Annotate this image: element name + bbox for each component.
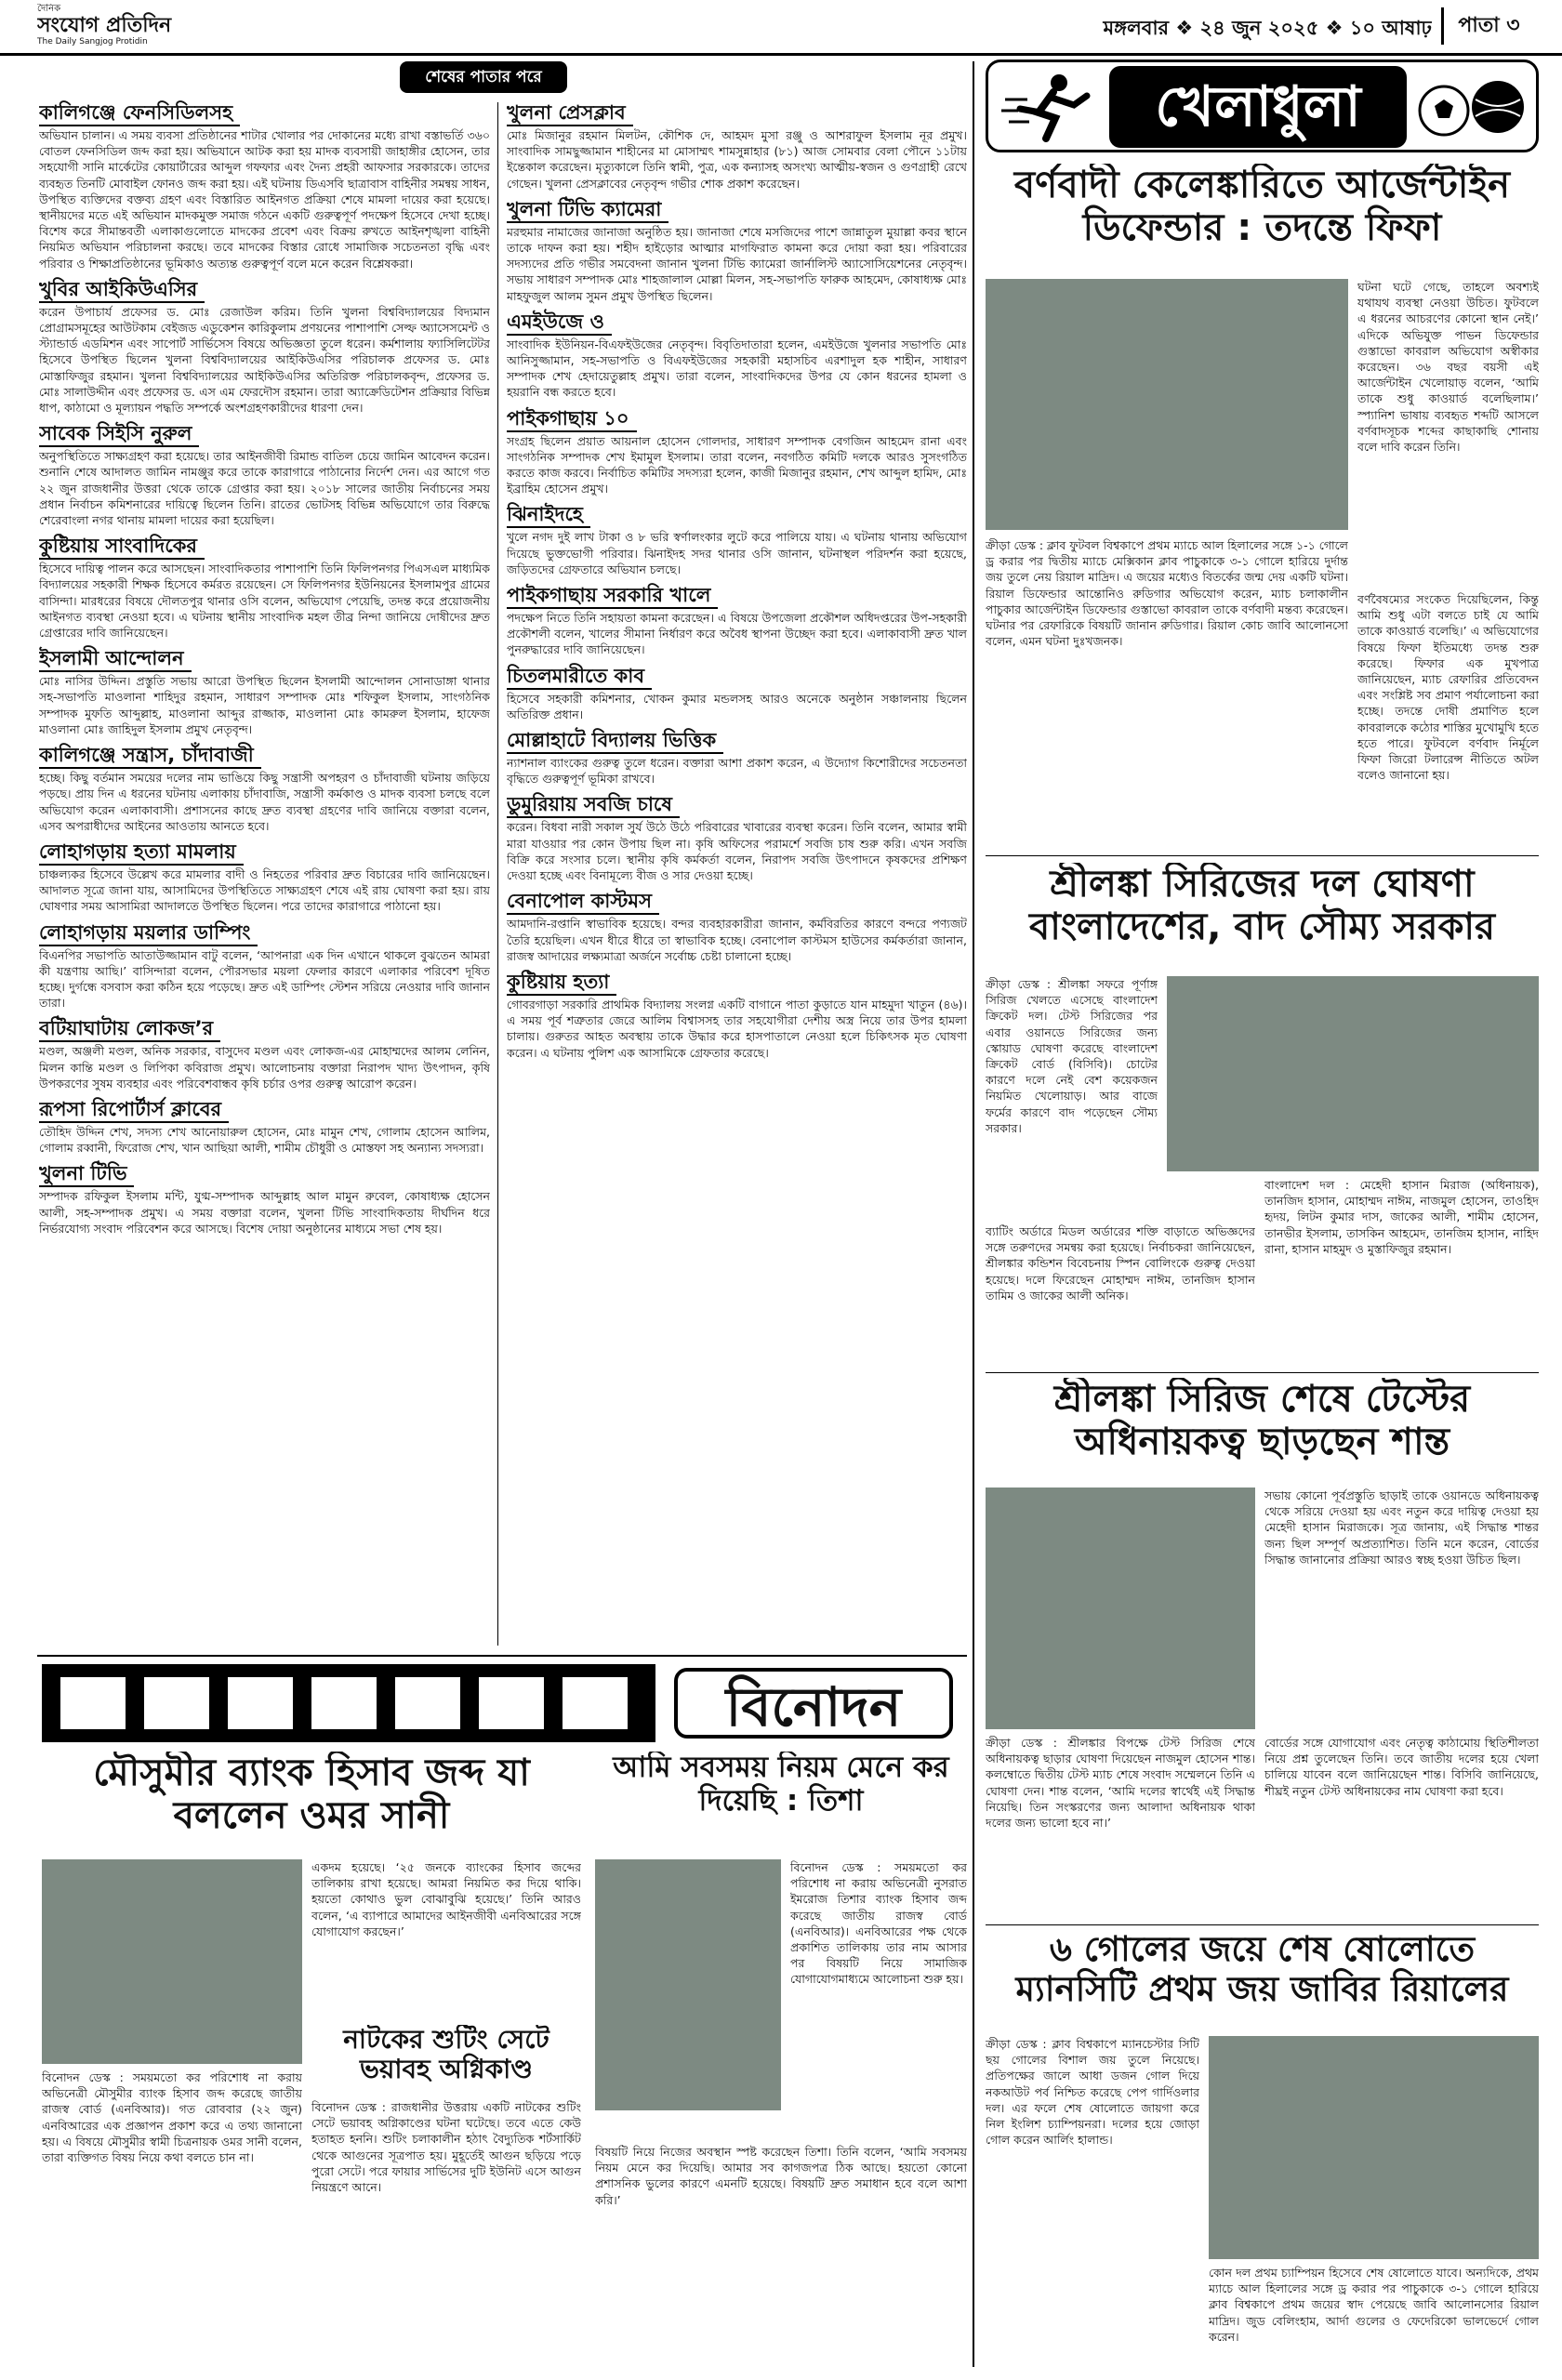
- news-body: করেন। বিধবা নারী সকাল সুর্য উঠে উঠে পরিবারের খাবারের ব্যবস্থা করেন। তিনি বলেন, আমার স্বামী মারা যাওয়ার পর কোন উপায় ছিল না। কৃষি অফিসের পরামর্শে সবজি চাষ শুরু করি। এখন সবজি বিক্রি করে সংসার চলে। স্থানীয় কৃষি কর্মকর্তা বলেন, নিরাপদ সবজি উৎপাদনে কৃষকদের প্রশিক্ষণ দেওয়া হচ্ছে এবং বিনামূল্যে বীজ ও সার দেওয়া হচ্ছে।: [507, 820, 967, 883]
- logo-small: দৈনিক: [37, 4, 61, 14]
- news-body: করেন উপাচার্য প্রফেসর ড. মোঃ রেজাউল করিম। তিনি খুলনা বিশ্ববিদ্যালয়ের বিদ্যমান প্রোগ্রামসমূহের আউটকাম বেইজড এডুকেশন কারিকুলাম প্রণয়নের পাশাপাশি সেল্ফ অ্যাসেসমেন্ট ও স্ট্যান্ডার্ড এডমিশন এবং সাপোর্ট সার্ভিসেস বিষয়ে অভিজ্ঞতা তুলে ধরেন। কর্মশালায় ফ্যাসিলিটেটর হিসেবে উপস্থিত ছিলেন খুলনা বিশ্ববিদ্যালয়ের আইকিউএসির পরিচালক প্রফেসর ড. মোঃ মোস্তাফিজুর রহমান। খুলনা বিশ্ববিদ্যালয়ের আইকিউএসির অতিরিক্ত পরিচালকবৃন্দ, প্রফেসর ড. মোঃ সালাউদ্দীন এবং প্রফেসর ড. এস এম ফেরদৌস রহমান। তারা অ্যাক্রেডিটেশন প্রক্রিয়ার বিভিন্ন ধাপ, কাঠামো ও মূল্যায়ন পদ্ধতি সম্পর্কে অংশগ্রহণকারীদের ধারণা দেন।: [39, 304, 490, 416]
- news-body: হচ্ছে। কিছু বর্তমান সময়ের দলের নাম ভাঙিয়ে কিছু সন্ত্রাসী অপহরণ ও চাঁদাবাজী ঘটনায় জড়িয়ে পড়ছে। প্রায় দিন এ ধরনের ঘটনায় এলাকায় চাঁদাবাজি, সন্ত্রাসী কর্মকাণ্ড ও মাদক ব্যবসা চলছে বলে অভিযোগ করেন এলাকাবাসী। প্রশাসনের কাছে দ্রুত ব্যবস্থা গ্রহণের দাবি জানিয়ে বক্তারা বলেন, এসব অপরাধীদের আইনের আওতায় আনতে হবে।: [39, 771, 490, 833]
- date-line: মঙ্গলবার ❖ ২৪ জুন ২০২৫ ❖ ১০ আষাঢ়: [1103, 17, 1432, 39]
- shanto-col-b: ক্রীড়া ডেস্ক : শ্রীলঙ্কার বিপক্ষে টেস্ট সিরিজ শেষে অধিনায়কত্ব ছাড়ার ঘোষণা দিয়েছেন নাজমুল হোসেন শান্ত। কলম্বোতে দ্বিতীয় টেস্ট ম্যাচ শেষে সংবাদ সম্মেলনে তিনি এ ঘোষণা দেন। শান্ত বলেন, ‘আমি দলের স্বার্থেই এই সিদ্ধান্ত নিয়েছি। তিন সংস্করণের জন্য আলাদা অধিনায়ক থাকা দলের জন্য ভালো হবে না।’: [986, 1736, 1255, 1831]
- news-body: হিসেবে দায়িত্ব পালন করে আসছেন। সাংবাদিকতার পাশাপাশি তিনি ফিলিপনগর পিএসএল মাধ্যমিক বিদ্যালয়ের সহকারী শিক্ষক হিসেবে কর্মরত রয়েছেন। সে ফিলিপনগর ইউনিয়নের ইসলামপুর গ্রামের বাসিন্দা। মারধরের বিষয়ে দৌলতপুর থানার ওসি বলেন, অভিযোগ পেয়েছি, তদন্ত করে প্রয়োজনীয় আইনগত ব্যবস্থা নেওয়া হবে। এ ঘটনায় স্থানীয় সাংবাদিক মহল তীব্র নিন্দা জানিয়ে দোষীদের দ্রুত গ্রেপ্তারের দাবি জানিয়েছেন।: [39, 562, 490, 641]
- squad-photo: [1167, 976, 1539, 1171]
- squad-col-a: ক্রীড়া ডেস্ক : শ্রীলঙ্কা সফরে পূর্ণাঙ্গ সিরিজ খেলতে এসেছে বাংলাদেশ ক্রিকেট দল। টেস্ট সিরিজের পর এবার ওয়ানডে সিরিজের জন্য স্কোয়াড ঘোষণা করেছে বাংলাদেশ ক্রিকেট বোর্ড (বিসিবি)। চোটের কারণে দলে নেই বেশ কয়েকজন নিয়মিত খেলোয়াড়। আর বাজে ফর্মের কারণে বাদ পড়েছেন সৌম্য সরকার।: [986, 977, 1158, 1135]
- logo-name: সংযোগ প্রতিদিন: [37, 14, 172, 37]
- news-subheading: কুষ্টিয়ায় হত্যা: [507, 970, 616, 996]
- news-subheading: ইসলামী আন্দোলন: [39, 646, 192, 672]
- racism-col-b: ক্রীড়া ডেস্ক : ক্লাব ফুটবল বিশ্বকাপে প্রথম ম্যাচে আল হিলালের সঙ্গে ১-১ গোলে ড্র করার পর দ্বিতীয় ম্যাচে মেক্সিকান ক্লাব পাচুকাকে ৩-১ গোলে হারিয়ে দুর্দান্ত জয় তুলে নেয় রিয়াল মাদ্রিদ। এ জয়ের মধ্যেও বিতর্কের জন্ম দেয় একটি ঘটনা। রিয়াল ডিফেন্ডার আন্তোনিও রুডিগার অভিযোগ করেন, ম্যাচ চলাকালীন পাচুকার আর্জেন্টাইন ডিফেন্ডার গুস্তাভো কাবরাল তাকে বর্ণবাদী মন্তব্য করেছেন। ঘটনার পর রেফারিকে বিষয়টি জানান রুডিগার। রিয়াল কোচ জাবি আলোনসো বলেন, এমন ঘটনা দুঃখজনক।: [986, 538, 1348, 649]
- tisha-col-b: বিষয়টি নিয়ে নিজের অবস্থান স্পষ্ট করেছেন তিশা। তিনি বলেন, ‘আমি সবসময় নিয়ম মেনে কর দিয়েছি। আমার সব কাগজপত্র ঠিক আছে। হয়তো কোনো প্রশাসনিক ভুলের কারণে এমনটি হয়েছে। বিষয়টি দ্রুত সমাধান হবে বলে আশা করি।’: [595, 2145, 967, 2207]
- sports-rule: [986, 855, 1539, 856]
- news-subheading: খুলনা প্রেসক্লাব: [507, 100, 633, 126]
- continued-banner: [400, 61, 567, 93]
- sports-rule: [986, 1372, 1539, 1373]
- news-subheading: খুলনা টিভি ক্যামেরা: [507, 197, 668, 223]
- city-photo: [1209, 2036, 1539, 2259]
- news-body: পদক্ষেপ নিতে তিনি সহায়তা কামনা করেছেন। এ বিষয়ে উপজেলা প্রকৌশল অধিদপ্তরের উপ-সহকারী প্রকৌশলী বলেন, খালের সীমানা নির্ধারণ করে অবৈধ স্থাপনা উচ্ছেদ করা হবে। এলাকাবাসী দ্রুত খাল পুনরুদ্ধারের দাবি জানিয়েছেন।: [507, 611, 967, 657]
- filmstrip-frame: [395, 1677, 460, 1729]
- news-subheading: রূপসা রিপোর্টার্স ক্লাবের: [39, 1097, 229, 1123]
- squad-headline: শ্রীলঙ্কা সিরিজের দল ঘোষণা বাংলাদেশের, বাদ সৌম্য সরকার: [1028, 863, 1496, 948]
- news-subheading: ডুমুরিয়ায় সবজি চাষে: [507, 792, 680, 818]
- continued-banner-label: শেষের পাতার পরে: [425, 68, 542, 86]
- column-rule: [497, 102, 498, 1646]
- shanto-col-a: সভায় কোনো পূর্বপ্রস্তুতি ছাড়াই তাকে ওয়ানডে অধিনায়কত্ব থেকে সরিয়ে দেওয়া হয় এবং নতুন করে দায়িত্ব দেওয়া হয় মেহেদী হাসান মিরাজকে। সূত্র জানায়, এই সিদ্ধান্ত শান্তর জন্য ছিল সম্পূর্ণ অপ্রত্যাশিত। তিনি মনে করেন, বোর্ডের সিদ্ধান্ত জানানোর প্রক্রিয়া আরও স্বচ্ছ হওয়া উচিত ছিল।: [1264, 1488, 1539, 1567]
- news-subheading: বেনাপোল কাস্টমস: [507, 889, 659, 915]
- news-subheading: কালিগঞ্জে সন্ত্রাস, চাঁদাবাজী: [39, 743, 261, 769]
- shanto-col-c: বোর্ডের সঙ্গে যোগাযোগ এবং নেতৃত্ব কাঠামোয় স্থিতিশীলতা নিয়ে প্রশ্ন তুলেছেন তিনি। তবে জাতীয় দলের হয়ে খেলা চালিয়ে যাবেন বলে জানিয়েছেন শান্ত। বিসিবি জানিয়েছে, শীঘ্রই নতুন টেস্ট অধিনায়কের নাম ঘোষণা করা হবে।: [1264, 1736, 1539, 1798]
- news-subheading: লোহাগড়ায় ময়লার ডাম্পিং: [39, 920, 258, 946]
- news-subheading: বটিয়াঘাটায় লোকজ’র: [39, 1016, 220, 1042]
- entertainment-banner: [42, 1664, 962, 1742]
- mousumi-headline: মৌসুমীর ব্যাংক হিসাব জব্দ যা বললেন ওমর সানী: [93, 1752, 530, 1837]
- filmstrip-frame: [228, 1677, 293, 1729]
- sports-rule: [986, 1924, 1539, 1925]
- city-headline: ৬ গোলের জয়ে শেষ ষোলোতে ম্যানসিটি প্রথম জয় জাবির রিয়ালের: [1015, 1930, 1509, 2009]
- fire-headline: নাটকের শুটিং সেটে ভয়াবহ অগ্নিকাণ্ড: [343, 2025, 549, 2085]
- city-col-a: ক্রীড়া ডেস্ক : ক্লাব বিশ্বকাপে ম্যানচেস্টার সিটি ছয় গোলের বিশাল জয় তুলে নিয়েছে। প্রতিপক্ষের জালে আধা ডজন গোল দিয়ে নকআউট পর্ব নিশ্চিত করেছে পেপ গার্দিওলার দল। এর ফলে শেষ ষোলোতে জায়গা করে নিল ইংলিশ চ্যাম্পিয়নরা। দলের হয়ে জোড়া গোল করেন আর্লিং হালান্ড।: [986, 2037, 1199, 2148]
- news-subheading: সাবেক সিইসি নুরুল: [39, 421, 199, 447]
- news-body: খুলে নগদ দুই লাখ টাকা ও ৮ ভরি স্বর্ণালংকার লুটে করে পালিয়ে যায়। এ ঘটনায় থানায় অভিযোগ দিয়েছে ভুক্তভোগী পরিবার। ঝিনাইদহ সদর থানার ওসি জানান, ঘটনাস্থল পরিদর্শন করা হয়েছে, জড়িতদের গ্রেফতারে অভিযান চলছে।: [507, 530, 967, 576]
- entertainment-top-rule: [37, 1655, 967, 1657]
- mousumi-col-b: একদম হয়েছে। ‘২৫ জনকে ব্যাংকের হিসাব জব্দের তালিকায় রাখা হয়েছে। আমরা নিয়মিত কর দিয়ে থাকি। হয়তো কোথাও ভুল বোঝাবুঝি হয়েছে।’ তিনি আরও বলেন, ‘এ ব্যাপারে আমাদের আইনজীবী এনবিআরের সঙ্গে যোগাযোগ করছেন।’: [311, 1860, 581, 1938]
- news-subheading: মোল্লাহাটে বিদ্যালয় ভিত্তিক: [507, 728, 723, 754]
- sports-banner: [986, 60, 1539, 152]
- news-body: মোঃ মিজানুর রহমান মিলটন, কৌশিক দে, আহমদ মুসা রঞ্জু ও আশরাফুল ইসলাম নূর প্রমুখ। সাংবাদিক সামছুজ্জামান শাহীনের মা মোসাম্মৎ শামসুন্নাহার (৮১) আজ সোমবার বেলা পৌনে ১১টায় ইন্তেকাল করেছেন। মৃত্যুকালে তিনি স্বামী, পুত্র, এক কন্যাসহ অসংখ্য আত্মীয়-স্বজন ও গুণগ্রাহী রেখে গেছেন। খুলনা প্রেসক্লাবের নেতৃবৃন্দ গভীর শোক প্রকাশ করেছেন।: [507, 128, 967, 191]
- filmstrip-frame: [311, 1677, 377, 1729]
- news-body: অভিযান চালান। এ সময় ব্যবসা প্রতিষ্ঠানের শাটার খোলার পর দোকানের মধ্যে রাখা বস্তাভর্তি ৩৬০ বোতল ফেনসিডিল জব্দ করা হয়। অভিযানে আটক করা হয় মাদক ব্যবসায়ী জাহাঙ্গীর হোসেন, তার সহযোগী সানি মার্কেটের কোয়ার্টারের আব্দুল গফফার এবং দৈন্য প্রহরী আফসার সরকারকে। তাদের ব্যবহৃত তিনটি মোবাইল ফোনও জব্দ করা হয়। এই ঘটনায় ডিএসবি ছাত্রাবাস বাহিনীর সমন্বয় সাধন, উপস্থিত ব্যক্তিদের বক্তব্য গ্রহণ এবং বিস্তারিত আইনগত প্রক্রিয়া শেষে মামলা দায়ের করা হয়েছে। স্থানীয়দের মতে এই অভিযান মাদকমুক্ত সমাজ গঠনে একটি গুরুত্বপূর্ণ পদক্ষেপ হিসেবে দেখা হচ্ছে। বিশেষ করে সীমান্তবর্তী এলাকাগুলোতে মাদকের প্রবেশ এবং বিক্রয় রুখতে আইনশৃঙ্খলা বাহিনী নিয়মিত অভিযান পরিচালনা করছে। তবে মাদকের বিস্তার রোধে সামাজিক সচেতনতা বৃদ্ধি এবং পরিবার ও শিক্ষাপ্রতিষ্ঠানের ভূমিকাও অত্যন্ত গুরুত্বপূর্ণ বলে মনে করেন বিশ্লেষকরা।: [39, 128, 490, 271]
- news-subheading: খুলনা টিভি: [39, 1161, 134, 1187]
- filmstrip-frame: [563, 1677, 628, 1729]
- news-body: আমদানি-রপ্তানি স্বাভাবিক হয়েছে। বন্দর ব্যবহারকারীরা জানান, কর্মবিরতির কারণে বন্দরে পণ্যজট তৈরি হয়েছিল। এখন ধীরে ধীরে তা স্বাভাবিক হচ্ছে। বেনাপোল কাস্টমস হাউসের কর্মকর্তারা জানান, রাজস্ব আদায়ের লক্ষ্যমাত্রা অর্জনে সর্বোচ্চ চেষ্টা চালানো হচ্ছে।: [507, 917, 967, 963]
- page-number: পাতা ৩: [1441, 7, 1534, 45]
- logo: [37, 4, 279, 52]
- racism-photo: [986, 279, 1348, 530]
- news-body: মণ্ডল, অঞ্জলী মণ্ডল, অনিক সরকার, বাসুদেব মণ্ডল এবং লোকজ-এর মোহাম্মদের আলম লেনিন, মিলন কান্তি মণ্ডল ও লিপিকা কবিরাজ প্রমুখ। আলোচনায় বক্তারা নিরাপদ খাদ্য উৎপাদন, কৃষি উপকরণের সুষম ব্যবহার এবং পরিবেশবান্ধব কৃষি চর্চার ওপর গুরুত্ব আরোপ করেন।: [39, 1044, 490, 1091]
- news-subheading: পাইকগাছায় ১০: [507, 406, 637, 432]
- filmstrip: [42, 1664, 655, 1742]
- sports-title: খেলাধুলা: [1109, 66, 1407, 148]
- city-col-b: কোন দল প্রথম চ্যাম্পিয়ন হিসেবে শেষ ষোলোতে যাবে। অন্যদিকে, প্রথম ম্যাচে আল হিলালের সঙ্গে ড্র করার পর পাচুকাকে ৩-১ গোলে হারিয়ে ক্লাব বিশ্বকাপে প্রথম জয়ের স্বাদ পেয়েছে জাবি আলোনসোর রিয়াল মাদ্রিদ। জুড বেলিংহাম, আর্দা গুলের ও ফেদেরিকো ভালভের্দে গোল করেন।: [1209, 2266, 1539, 2344]
- tisha-col-a: বিনোদন ডেস্ক : সময়মতো কর পরিশোধ না করায় অভিনেত্রী নুসরাত ইমরোজ তিশার ব্যাংক হিসাব জব্দ করেছে জাতীয় রাজস্ব বোর্ড (এনবিআর)। এনবিআরের পক্ষ থেকে প্রকাশিত তালিকায় তার নাম আসার পর বিষয়টি নিয়ে সামাজিক যোগাযোগমাধ্যমে আলোচনা শুরু হয়।: [790, 1860, 967, 1987]
- filmstrip-frame: [60, 1677, 126, 1729]
- news-column-2: [507, 97, 967, 1646]
- sports-balls-icon: [1416, 75, 1532, 140]
- news-subheading: কালিগঞ্জে ফেনসিডিলসহ: [39, 100, 240, 126]
- mousumi-photo: [42, 1859, 302, 2064]
- masthead: [0, 0, 1562, 56]
- tisha-headline: আমি সবসময় নিয়ম মেনে কর দিয়েছি : তিশা: [613, 1752, 949, 1818]
- news-body: বিএনপির সভাপতি আতাউজ্জামান বাটু বলেন, ‘আপনারা এক দিন এখানে থাকলে বুঝতেন আমরা কী যন্ত্রণায় আছি।’ বাসিন্দারা বলেন, পৌরসভার ময়লা ফেলার কারণে এলাকার পরিবেশ দূষিত হচ্ছে। দুর্গন্ধে বসবাস করা কঠিন হয়ে পড়েছে। দ্রুত এই ডাম্পিং স্টেশন সরিয়ে নেওয়ার দাবি জানান তারা।: [39, 947, 490, 1011]
- entertainment-title: বিনোদন: [674, 1668, 953, 1739]
- news-subheading: লোহাগড়ায় হত্যা মামলায়: [39, 840, 244, 866]
- racism-col-c: বর্ণবৈষম্যের সংকেত দিয়েছিলেন, কিন্তু আমি শুধু এটা বলতে চাই যে আমি তাকে কাওয়ার্ড বলেছি।’ এ অভিযোগের বিষয়ে ফিফা ইতিমধ্যে তদন্ত শুরু করেছে। ফিফার এক মুখপাত্র জানিয়েছেন, ম্যাচ রেফারির প্রতিবেদন এবং সংশ্লিষ্ট সব প্রমাণ পর্যালোচনা করা হচ্ছে। তদন্তে দোষী প্রমাণিত হলে কাবরালকে কঠোর শাস্তির মুখোমুখি হতে হতে পারে। ফুটবলে বর্ণবাদ নির্মূলে ফিফা জিরো টলারেন্স নীতিতে অটল বলেও জানানো হয়।: [1357, 592, 1539, 783]
- news-subheading: খুবির আইকিউএসির: [39, 277, 205, 303]
- news-subheading: এমইউজে ও: [507, 310, 612, 336]
- tisha-photo: [595, 1859, 781, 2110]
- news-body: মোঃ নাসির উদ্দিন। প্রস্তুতি সভায় আরো উপস্থিত ছিলেন ইসলামী আন্দোলন সোনাডাঙ্গা থানার সহ-সভাপতি মাওলানা শাহিদুর রহমান, সাধারণ সম্পাদক মোঃ শফিকুল ইসলাম, সাংগঠনিক সম্পাদক মুফতি আব্দুল্লাহ, মাওলানা আব্দুর রাজ্জাক, মাওলানা মোঃ কামরুল ইসলাম, হাফেজ মাওলানা মোঃ জাহিদুল ইসলাম প্রমুখ নেতৃবৃন্দ।: [39, 674, 490, 736]
- news-body: অনুপস্থিতিতে সাক্ষ্যগ্রহণ করা হয়েছে। তার আইনজীবী রিমান্ড বাতিল চেয়ে জামিন আবেদন করেন। শুনানি শেষে আদালত জামিন নামঞ্জুর করে তাকে কারাগারে পাঠানোর নির্দেশ দেন। এর আগে গত ২২ জুন রাজধানীর উত্তরা থেকে তাকে গ্রেপ্তার করা হয়। ২০১৮ সালের জাতীয় নির্বাচনের সময় প্রধান নির্বাচন কমিশনারের দায়িত্বে ছিলেন তিনি। রাতের ভোটসহ বিভিন্ন অভিযোগে তার বিরুদ্ধে শেরেবাংলা নগর থানায় মামলা দায়ের করা হয়েছিল।: [39, 449, 490, 528]
- squad-col-b: ব্যাটিং অর্ডারে মিডল অর্ডারের শক্তি বাড়াতে অভিজ্ঞদের সঙ্গে তরুণদের সমন্বয় করা হয়েছে। নির্বাচকরা জানিয়েছেন, শ্রীলঙ্কার কন্ডিশন বিবেচনায় স্পিন বোলিংকে গুরুত্ব দেওয়া হয়েছে। দলে ফিরেছেন মোহাম্মদ নাঈম, তানজিদ হাসান তামিম ও জাকের আলী অনিক।: [986, 1224, 1255, 1302]
- news-subheading: কুষ্টিয়ায় সাংবাদিকের: [39, 534, 205, 560]
- news-body: সংগ্রহ ছিলেন প্রয়াত আয়নাল হোসেন গোলদার, সাধারণ সম্পাদক বেগজিন আহমেদ রানা এবং সাংগঠনিক সম্পাদক শেখ ইমামুল ইসলাম। তারা বলেন, নবগঠিত কমিটি দলকে আরও সুসংগঠিত করতে কাজ করবে। নির্বাচিত কমিটির সদস্যরা হলেন, কাজী মিজানুর রহমান, শেখ আব্দুল হামিদ, মোঃ ইব্রাহিম হোসেন প্রমুখ।: [507, 433, 967, 496]
- news-subheading: ঝিনাইদহে: [507, 502, 590, 528]
- filmstrip-frame: [144, 1677, 209, 1729]
- fire-body: বিনোদন ডেস্ক : রাজধানীর উত্তরায় একটি নাটকের শুটিং সেটে ভয়াবহ অগ্নিকাণ্ডের ঘটনা ঘটেছে। তবে এতে কেউ হতাহত হননি। শুটিং চলাকালীন হঠাৎ বৈদ্যুতিক শর্টসার্কিট থেকে আগুনের সূত্রপাত হয়। মুহূর্তেই আগুন ছড়িয়ে পড়ে পুরো সেটে। পরে ফায়ার সার্ভিসের দুটি ইউনিট এসে আগুন নিয়ন্ত্রণে আনে।: [311, 2100, 581, 2195]
- squad-col-c: বাংলাদেশ দল : মেহেদী হাসান মিরাজ (অধিনায়ক), তানজিদ হাসান, মোহাম্মদ নাঈম, নাজমুল হোসেন, তাওহিদ হৃদয়, লিটন কুমার দাস, জাকের আলী, শামীম হোসেন, তানভীর ইসলাম, তাসকিন আহমেদ, তানজিম হাসান, নাহিদ রানা, হাসান মাহমুদ ও মুস্তাফিজুর রহমান।: [1264, 1178, 1539, 1256]
- runner-icon: [1001, 72, 1104, 142]
- shanto-photo: [986, 1488, 1255, 1729]
- shanto-headline: শ্রীলঙ্কা সিরিজ শেষে টেস্টের অধিনায়কত্ব ছাড়ছেন শান্ত: [1053, 1378, 1471, 1463]
- section-rule: [973, 61, 974, 2367]
- news-body: সম্পাদক রফিকুল ইসলাম মন্টি, যুগ্ম-সম্পাদক আব্দুল্লাহ আল মামুন রুবেল, কোষাধ্যক্ষ হোসেন আলী, সহ-সম্পাদক প্রমুখ। এ সময় বক্তারা বলেন, খুলনা টিভি সাংবাদিকতায় দীর্ঘদিন ধরে নির্ভরযোগ্য সংবাদ পরিবেশন করে আসছে। বিশেষ দোয়া অনুষ্ঠানের মাধ্যমে সভা শেষ হয়।: [39, 1189, 490, 1236]
- news-body: ন্যাশনাল ব্যাংকের গুরুত্ব তুলে ধরেন। বক্তারা আশা প্রকাশ করেন, এ উদ্যোগ কিশোরীদের সচেতনতা বৃদ্ধিতে গুরুত্বপূর্ণ ভূমিকা রাখবে।: [507, 756, 967, 787]
- logo-en: The Daily Sangjog Protidin: [37, 37, 148, 46]
- racism-col-a: ঘটনা ঘটে গেছে, তাহলে অবশ্যই যথাযথ ব্যবস্থা নেওয়া উচিত। ফুটবলে এ ধরনের আচরণের কোনো স্থান নেই।’ এদিকে অভিযুক্ত পাভন ডিফেন্ডার গুস্তাভো কাবরাল অভিযোগ অস্বীকার করেছেন। ৩৬ বছর বয়সী এই আর্জেন্টাইন খেলোয়াড় বলেন, ‘আমি তাকে শুধু কাওয়ার্ড বলেছিলাম।’ স্প্যানিশ ভাষায় ব্যবহৃত শব্দটি আসলে বর্ণবাদসূচক শব্দের কাছাকাছি শোনায় বলে দাবি করেন তিনি।: [1357, 280, 1539, 455]
- news-subheading: পাইকগাছায় সরকারি খালে: [507, 583, 718, 609]
- mousumi-col-a: বিনোদন ডেস্ক : সময়মতো কর পরিশোধ না করায় অভিনেত্রী মৌসুমীর ব্যাংক হিসাব জব্দ করেছে জাতীয় রাজস্ব বোর্ড (এনবিআর)। গত রোববার (২২ জুন) এনবিআরের এক প্রজ্ঞাপন প্রকাশ করে এ তথ্য জানানো হয়। এ বিষয়ে মৌসুমীর স্বামী চিত্রনায়ক ওমর সানী বলেন, তারা ব্যক্তিগত বিষয় নিয়ে কথা বলতে চান না।: [42, 2070, 302, 2165]
- news-body: হিসেবে সহকারী কমিশনার, খোকন কুমার মন্ডলসহ আরও অনেকে অনুষ্ঠান সঞ্চালনায় ছিলেন অতিরিক্ত প্রধান।: [507, 691, 967, 721]
- news-body: সাংবাদিক ইউনিয়ন-বিএফইউজের নেতৃবৃন্দ। বিবৃতিদাতারা হলেন, এমইউজে খুলনার সভাপতি মোঃ আনিসুজ্জামান, সহ-সভাপতি ও বিএফইউজের সহকারী মহাসচিব এরশাদুল হক শাহীন, সাধারণ সম্পাদক শেখ হেদায়েতুল্লাহ প্রমুখ। তারা বলেন, সাংবাদিকদের উপর যে কোন ধরনের হামলা ও হয়রানি বন্ধ করতে হবে।: [507, 337, 967, 400]
- news-column-1: [39, 97, 490, 1646]
- filmstrip-frame: [479, 1677, 544, 1729]
- news-body: মরহুমার নামাজের জানাজা অনুষ্ঠিত হয়। জানাজা শেষে মসজিদের পাশে জান্নাতুল মুয়াল্লা কবর স্থানে তাকে দাফন করা হয়। শহীদ হাইড়োর আত্মার মাগফিরাত কামনা করে দোয়া করা হয়। পরিবারের সদস্যদের প্রতি গভীর সমবেদনা জানান খুলনা টিভি ক্যামেরা জার্নালিস্ট অ্যাসোসিয়েশনের নেতৃবৃন্দ। সভায় সাধারণ সম্পাদক মোঃ শাহজালাল মোল্লা মিলন, সহ-সভাপতি ফারুক আহমেদ, কোষাধ্যক্ষ মোঃ মাহফুজুল আলম সুমন প্রমুখ উপস্থিত ছিলেন।: [507, 224, 967, 303]
- racism-headline: বর্ণবাদী কেলেঙ্কারিতে আর্জেন্টাইন ডিফেন্ডার : তদন্তে ফিফা: [1013, 164, 1511, 249]
- news-body: গোবরগাড়া সরকারি প্রাথমিক বিদ্যালয় সংলগ্ন একটি বাগানে পাতা কুড়াতে যান মাহমুদা খাতুন (৪৬)। এ সময় পূর্ব শত্রুতার জেরে আলিম বিশ্বাসসহ তার সহযোগীরা দেশীয় অস্ত্র নিয়ে তার উপর হামলা চালায়। গুরুতর আহত অবস্থায় তাকে উদ্ধার করে হাসপাতালে নেওয়া হলে চিকিৎসক মৃত ঘোষণা করেন। এ ঘটনায় পুলিশ এক আসামিকে গ্রেফতার করেছে।: [507, 997, 967, 1060]
- news-body: চাঞ্চল্যকর হিসেবে উল্লেখ করে মামলার বাদী ও নিহতের পরিবার দ্রুত বিচারের দাবি জানিয়েছেন। আদালত সূত্রে জানা যায়, আসামিদের উপস্থিতিতে সাক্ষ্যগ্রহণ শেষে এই রায় ঘোষণা করা হয়। রায় ঘোষণার সময় আসামিরা আদালতে উপস্থিত ছিলেন। পরে তাদের কারাগারে পাঠানো হয়।: [39, 866, 490, 914]
- news-body: তৌহিদ উদ্দিন শেখ, সদস্য শেখ আনোয়ারুল হোসেন, মোঃ মামুন শেখ, গোলাম হোসেন আলিম, গোলাম রব্বানী, ফিরোজ শেখ, খান আছিয়া আলী, শামীম চৌধুরী ও মোস্তফা সহ অন্যান্য সদস্যরা।: [39, 1124, 490, 1156]
- news-subheading: চিতলমারীতে কাব: [507, 664, 652, 690]
